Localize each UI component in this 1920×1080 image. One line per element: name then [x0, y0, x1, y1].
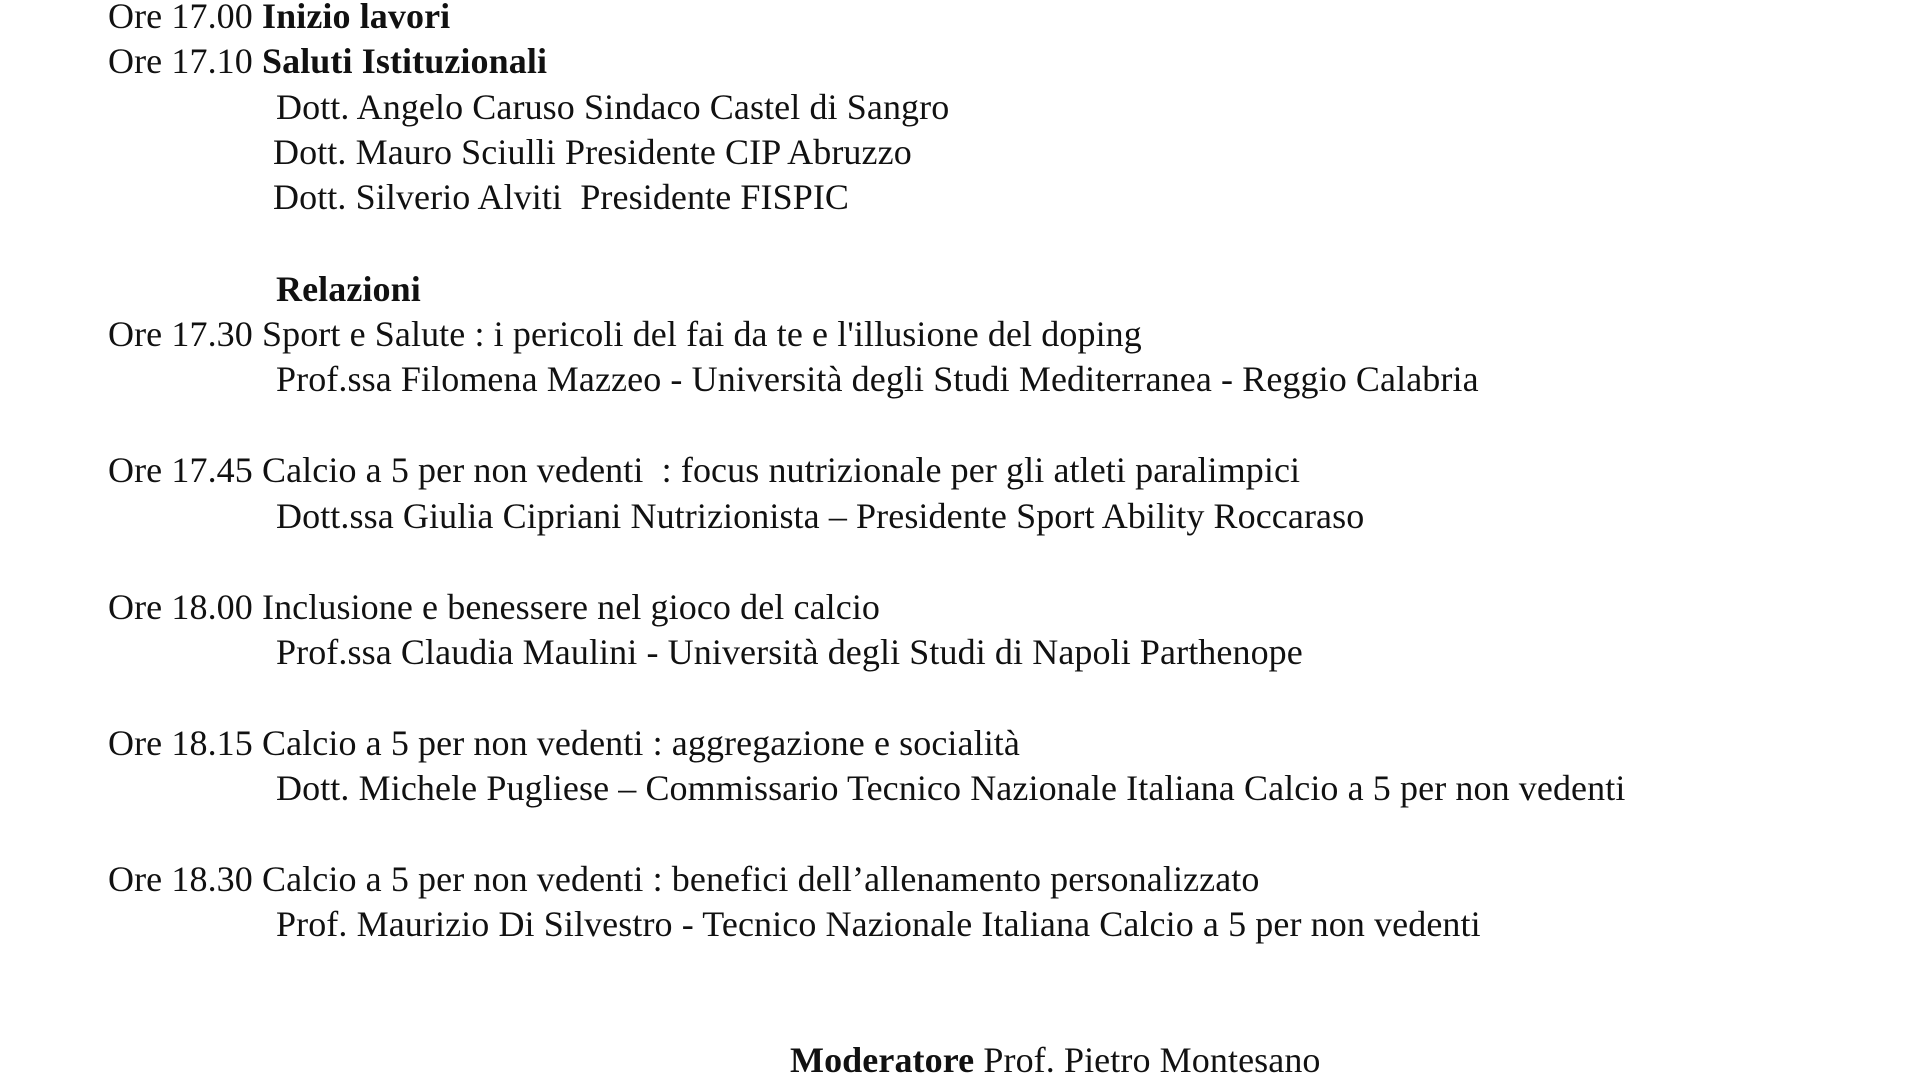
moderator-name: Prof. Pietro Montesano: [974, 1040, 1321, 1080]
talk-title-row: [108, 723, 1020, 763]
talk-title-row: [108, 859, 1259, 899]
schedule-row: [108, 0, 450, 36]
talk-title: Sport e Salute : i pericoli del fai da te e l'illusione del doping: [261, 314, 1142, 354]
time-label: Ore 18.00: [108, 587, 253, 627]
moderator-line: [790, 1040, 1321, 1080]
session-title: Saluti Istituzionali: [261, 41, 548, 81]
time-label: Ore 17.00: [108, 0, 253, 36]
talk-speaker: Dott. Michele Pugliese – Commissario Tecnico Nazionale Italiana Calcio a 5 per non vedenti: [276, 768, 1626, 808]
talk-title-row: [108, 587, 880, 627]
session-title: Inizio lavori: [261, 0, 451, 36]
talk-speaker: Dott.ssa Giulia Cipriani Nutrizionista – Presidente Sport Ability Roccaraso: [276, 496, 1365, 536]
time-label: Ore 18.15: [108, 723, 253, 763]
time-label: Ore 17.10: [108, 41, 253, 81]
talk-title-row: [108, 450, 1300, 490]
greeting-speaker: Dott. Silverio Alviti Presidente FISPIC: [273, 177, 850, 217]
greeting-speaker: Dott. Mauro Sciulli Presidente CIP Abruzzo: [273, 132, 912, 172]
talk-title: Calcio a 5 per non vedenti : benefici dell’allenamento personalizzato: [261, 859, 1260, 899]
moderator-label: Moderatore: [790, 1040, 975, 1080]
section-heading: Relazioni: [276, 269, 421, 309]
schedule-row: [108, 41, 547, 81]
talk-title: Calcio a 5 per non vedenti : aggregazione e socialità: [261, 723, 1020, 763]
talk-title-row: [108, 314, 1142, 354]
greeting-speaker: Dott. Angelo Caruso Sindaco Castel di Sangro: [276, 87, 950, 127]
talk-speaker: Prof. Maurizio Di Silvestro - Tecnico Nazionale Italiana Calcio a 5 per non vedenti: [276, 904, 1481, 944]
talk-speaker: Prof.ssa Filomena Mazzeo - Università degli Studi Mediterranea - Reggio Calabria: [276, 359, 1479, 399]
time-label: Ore 18.30: [108, 859, 253, 899]
time-label: Ore 17.45: [108, 450, 253, 490]
talk-speaker: Prof.ssa Claudia Maulini - Università degli Studi di Napoli Parthenope: [276, 632, 1303, 672]
time-label: Ore 17.30: [108, 314, 253, 354]
talk-title: Calcio a 5 per non vedenti : focus nutrizionale per gli atleti paralimpici: [261, 450, 1301, 490]
talk-title: Inclusione e benessere nel gioco del calcio: [261, 587, 881, 627]
